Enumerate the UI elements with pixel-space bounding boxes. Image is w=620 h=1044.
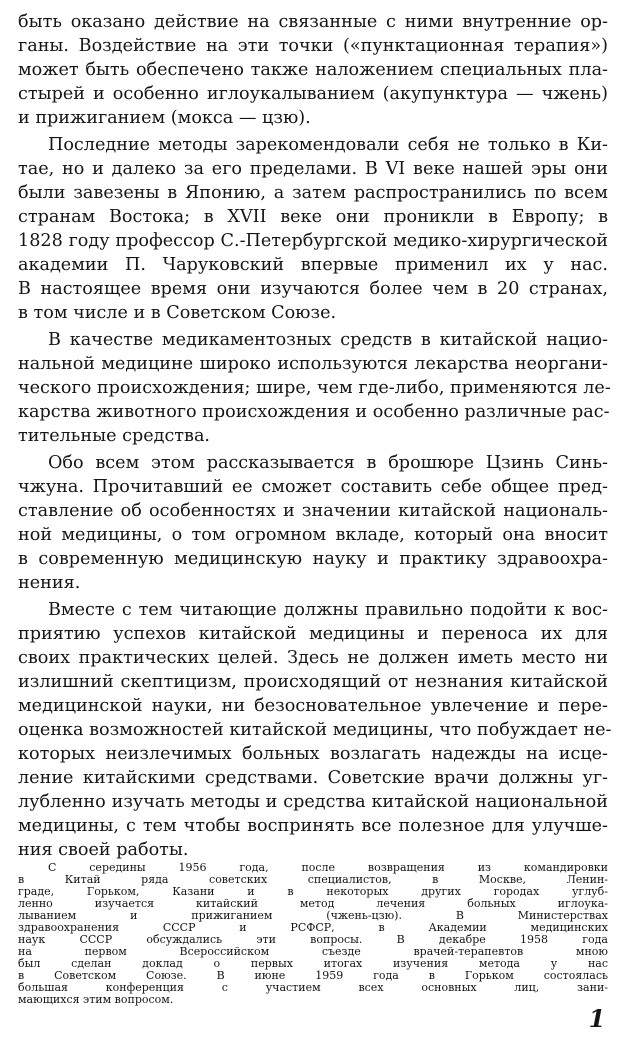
paragraph-6-line-10: в Советском Союзе. В июне 1959 года в Горьком состоялась: [18, 969, 608, 982]
paragraph-5-line-8: ление китайскими средствами. Советские врачи должны уг-: [18, 768, 608, 788]
paragraph-2-line-1: Последние методы зарекомендовали себя не только в Ки-: [48, 135, 608, 155]
paragraph-5-line-2: приятию успехов китайской медицины и переноса их для: [18, 624, 608, 644]
paragraph-1-line-3: может быть обеспечено также наложением специальных пла-: [18, 60, 608, 80]
paragraph-3-line-5: тительные средства.: [18, 426, 211, 446]
paragraph-5-line-10: медицины, с тем чтобы воспринять все полезное для улучше-: [18, 816, 608, 836]
paragraph-5-line-5: медицинской науки, ни безосновательное увлечение и пере-: [18, 696, 608, 716]
paragraph-5-line-6: оценка возможностей китайской медицины, что побуждает не-: [18, 720, 612, 740]
paragraph-4-line-1: Обо всем этом рассказывается в брошюре Цзинь Синь-: [48, 453, 608, 473]
paragraph-6-line-8: на первом Всероссийском съезде врачей-терапевтов мною: [18, 945, 608, 958]
paragraph-2-line-5: 1828 году профессор С.-Петербургской медико-хирургической: [18, 231, 608, 251]
paragraph-2-line-3: были завезены в Японию, а затем распространились по всем: [18, 183, 608, 203]
paragraph-1-line-1: быть оказано действие на связанные с ними внутренние ор-: [18, 12, 608, 32]
paragraph-4-line-2: чжуна. Прочитавший ее сможет составить себе общее пред-: [18, 477, 608, 497]
paragraph-6-line-7: наук СССР обсуждались эти вопросы. В декабре 1958 года: [18, 933, 608, 946]
paragraph-6-line-11: большая конференция с участием всех основных лиц, зани-: [18, 981, 608, 994]
paragraph-3-line-2: нальной медицине широко используются лекарства неоргани-: [18, 354, 608, 374]
paragraph-4-line-6: нения.: [18, 573, 81, 593]
paragraph-5-line-4: излишний скептицизм, происходящий от незнания китайской: [18, 672, 608, 692]
paragraph-6-line-5: лыванием и прижиганием (чжень-цзю). В Министерствах: [18, 909, 608, 922]
paragraph-2-line-6: академии П. Чаруковский впервые применил их у нас.: [18, 255, 608, 275]
paragraph-6-line-12: мающихся этим вопросом.: [18, 993, 174, 1006]
paragraph-6-line-1: С середины 1956 года, после возвращения из командировки: [48, 861, 608, 874]
paragraph-4-line-3: ставление об особенностях и значении китайской националь-: [18, 501, 608, 521]
paragraph-4-line-5: в современную медицинскую науку и практику здравоохра-: [18, 549, 608, 569]
paragraph-5-line-11: ния своей работы.: [18, 840, 189, 860]
paragraph-5-line-7: которых неизлечимых больных возлагать надежды на исце-: [18, 744, 608, 764]
paragraph-2-line-7: В настоящее время они изучаются более чем в 20 странах,: [18, 279, 608, 299]
paragraph-6-line-6: здравоохранения СССР и РСФСР, в Академии медицинских: [18, 921, 608, 934]
paragraph-2-line-4: странам Востока; в XVII веке они проникли в Европу; в: [18, 207, 608, 227]
paragraph-2-line-8: в том числе и в Советском Союзе.: [18, 303, 337, 323]
paragraph-6-line-3: граде, Горьком, Казани и в некоторых других городах углуб-: [18, 885, 608, 898]
paragraph-3-line-4: карства животного происхождения и особенно различные рас-: [18, 402, 610, 422]
paragraph-5-line-3: своих практических целей. Здесь не должен иметь место ни: [18, 648, 608, 668]
paragraph-3-line-1: В качестве медикаментозных средств в китайской нацио-: [48, 330, 608, 350]
paragraph-3-line-3: ческого происхождения; шире, чем где-либо, применяются ле-: [18, 378, 611, 398]
paragraph-5-line-9: лубленно изучать методы и средства китайской национальной: [18, 792, 608, 812]
paragraph-5-line-1: Вместе с тем читающие должны правильно подойти к вос-: [48, 600, 608, 620]
paragraph-2-line-2: тае, но и далеко за его пределами. В VI веке нашей эры они: [18, 159, 608, 179]
paragraph-6-line-9: был сделан доклад о первых итогах изучения метода у нас: [18, 957, 608, 970]
paragraph-1-line-2: ганы. Воздействие на эти точки («пунктационная терапия»): [18, 36, 608, 56]
paragraph-6-line-4: ленно изучается китайский метод лечения больных иглоука-: [18, 897, 608, 910]
paragraph-4-line-4: ной медицины, о том огромном вкладе, который она вносит: [18, 525, 608, 545]
paragraph-6-line-2: в Китай ряда советских специалистов, в Москве, Ленин-: [18, 873, 608, 886]
page-number: 1: [588, 1004, 606, 1033]
paragraph-1-line-5: и прижиганием (мокса — цзю).: [18, 108, 311, 128]
paragraph-1-line-4: стырей и особенно иглоукалыванием (акупунктура — чжень): [18, 84, 608, 104]
